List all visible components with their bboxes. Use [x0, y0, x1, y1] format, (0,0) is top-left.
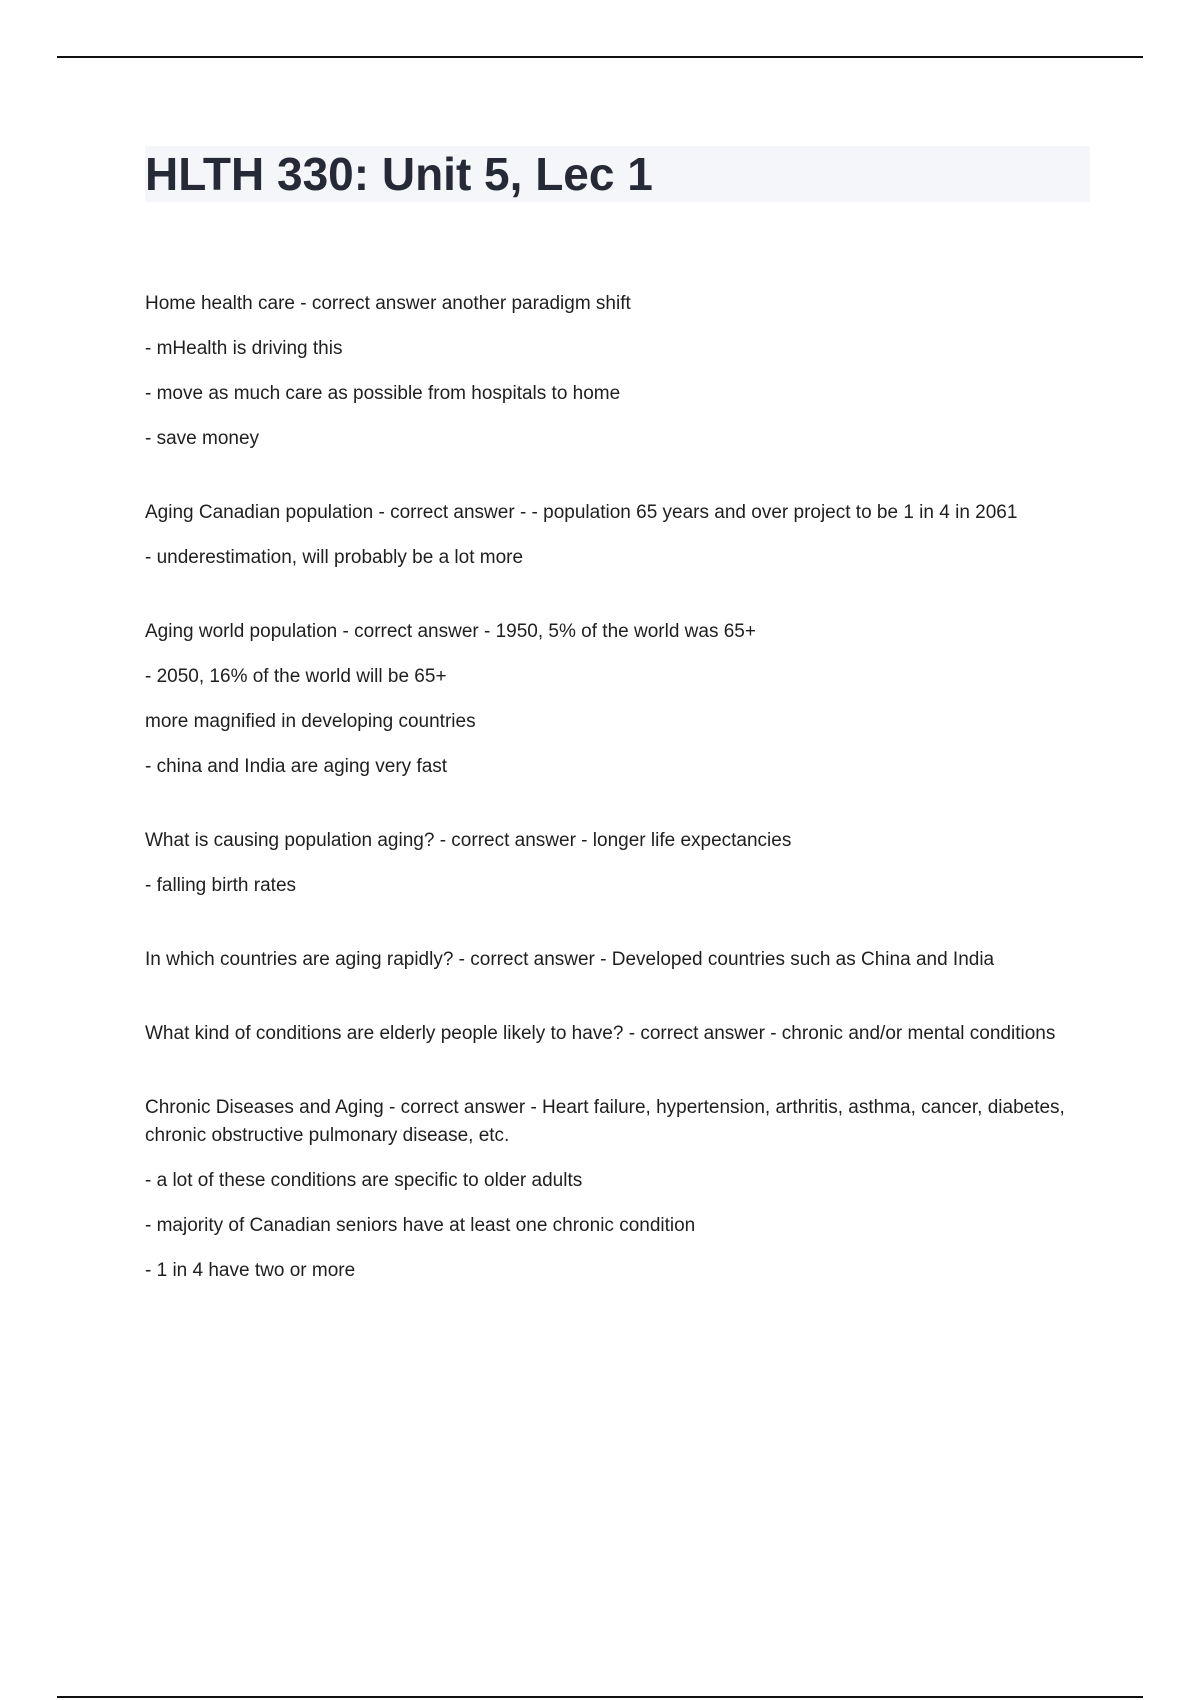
qa-line: Chronic Diseases and Aging - correct answer - Heart failure, hypertension, arthritis, asthma, cancer, diabetes, chronic obstructive pulmonary disease, etc. — [145, 1097, 1065, 1146]
page-title: HLTH 330: Unit 5, Lec 1 — [145, 148, 653, 200]
qa-line: Aging Canadian population - correct answer - - population 65 years and over project to be 1 in 4 in 2061 — [145, 502, 1018, 523]
qa-entry-rapid-aging-countries — [145, 946, 1095, 974]
qa-line: - falling birth rates — [145, 875, 297, 896]
qa-line: more magnified in developing countries — [145, 711, 476, 732]
document-body — [145, 290, 1095, 1331]
qa-line: - mHealth is driving this — [145, 338, 343, 359]
bottom-rule — [57, 1696, 1143, 1698]
qa-line: What is causing population aging? - correct answer - longer life expectancies — [145, 830, 792, 851]
qa-entry-chronic-diseases-and-aging — [145, 1094, 1095, 1285]
qa-line: - 2050, 16% of the world will be 65+ — [145, 666, 447, 687]
qa-line: - move as much care as possible from hospitals to home — [145, 383, 621, 404]
qa-line: - a lot of these conditions are specific to older adults — [145, 1170, 583, 1191]
top-rule — [57, 56, 1143, 58]
qa-line: What kind of conditions are elderly people likely to have? - correct answer - chronic and/or mental conditions — [145, 1023, 1056, 1044]
qa-entry-elderly-conditions — [145, 1020, 1095, 1048]
qa-entry-aging-canadian-population — [145, 499, 1095, 572]
qa-entry-causes-of-aging — [145, 827, 1095, 900]
qa-line: - majority of Canadian seniors have at least one chronic condition — [145, 1215, 696, 1236]
title-banner — [145, 146, 1090, 202]
qa-line: - china and India are aging very fast — [145, 756, 448, 777]
qa-entry-home-health-care — [145, 290, 1095, 453]
qa-line: Home health care - correct answer another paradigm shift — [145, 293, 631, 314]
qa-entry-aging-world-population — [145, 618, 1095, 781]
qa-line: - save money — [145, 428, 260, 449]
qa-line: - underestimation, will probably be a lot more — [145, 547, 524, 568]
qa-line: In which countries are aging rapidly? - correct answer - Developed countries such as China and India — [145, 949, 995, 970]
qa-line: - 1 in 4 have two or more — [145, 1260, 356, 1281]
qa-line: Aging world population - correct answer - 1950, 5% of the world was 65+ — [145, 621, 756, 642]
